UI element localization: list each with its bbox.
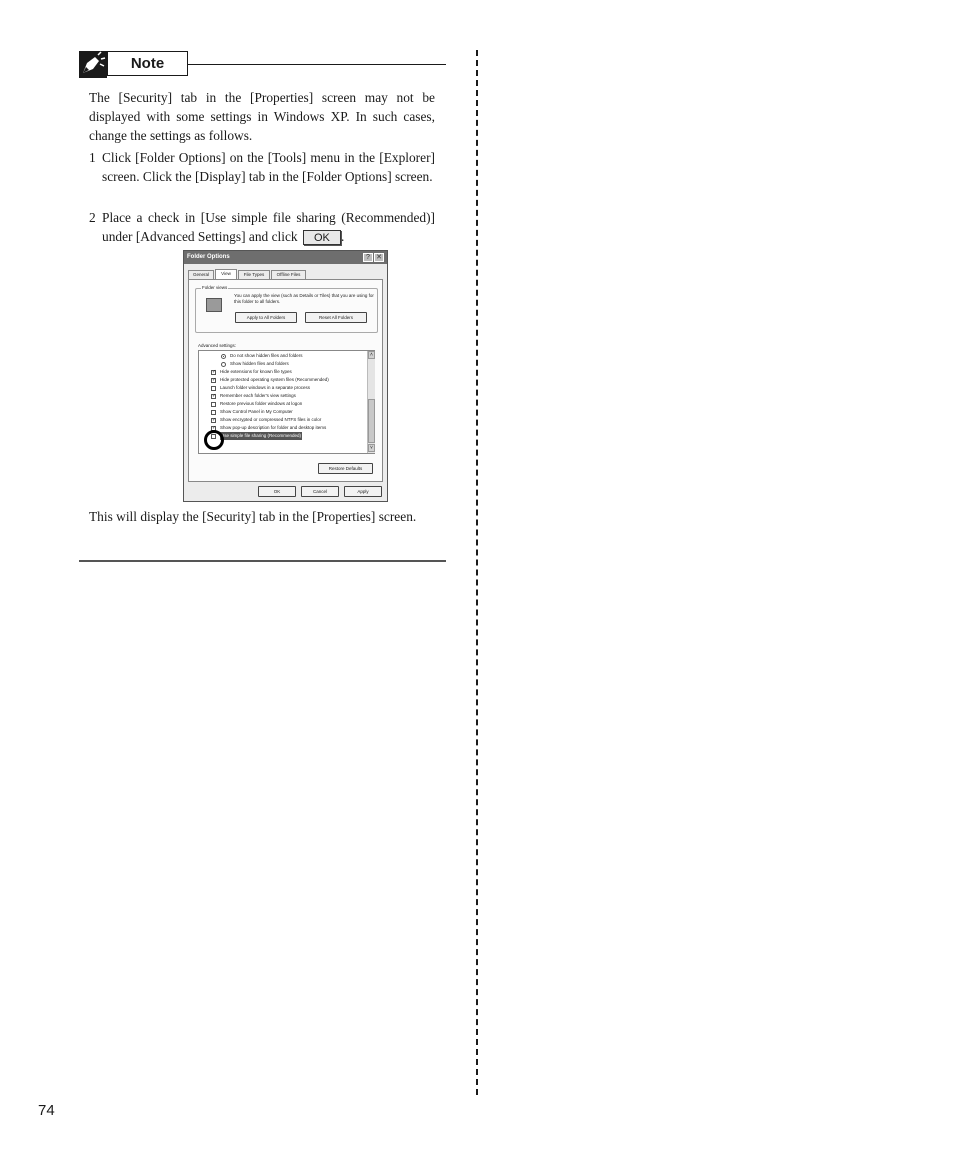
ok-inline-button: OK bbox=[303, 230, 341, 245]
step-text: Click [Folder Options] on the [Tools] menu in the [Explorer] screen. Click the [Display] tab in the [Folder Options] screen. bbox=[102, 150, 435, 184]
step-text-before: Place a check in [Use simple file sharing (Recommended)] under [Advanced Settings] and click bbox=[102, 210, 435, 244]
checkbox-checked[interactable]: ✓ bbox=[212, 392, 217, 399]
step-number: 1 bbox=[89, 150, 96, 165]
folder-views-label: Folder views bbox=[202, 285, 228, 290]
tab-view[interactable]: View bbox=[215, 269, 237, 279]
dialog-title: Folder Options bbox=[184, 251, 387, 264]
checkbox[interactable] bbox=[211, 386, 216, 391]
apply-to-all-folders-button[interactable]: Apply to All Folders bbox=[235, 312, 297, 323]
step-2 bbox=[89, 208, 435, 248]
note-rule bbox=[188, 64, 446, 65]
scroll-thumb[interactable] bbox=[368, 399, 375, 443]
step-number: 2 bbox=[89, 210, 96, 225]
radio-selected[interactable] bbox=[221, 354, 226, 359]
folder-views-description: You can apply the view (such as Details or Tiles) that you are using for this folder to all folders. bbox=[234, 293, 374, 304]
scroll-up-arrow-icon[interactable]: ˄ bbox=[368, 351, 375, 359]
step-1 bbox=[89, 148, 435, 208]
note-bottom-rule bbox=[79, 560, 446, 562]
checkbox-checked[interactable]: ✓ bbox=[212, 368, 217, 375]
advanced-settings-label: Advanced settings: bbox=[198, 343, 237, 348]
folder-options-dialog bbox=[183, 250, 388, 502]
tab-file-types[interactable]: File Types bbox=[238, 270, 270, 279]
apply-button[interactable]: Apply bbox=[344, 486, 382, 497]
settings-scrollbar[interactable] bbox=[367, 351, 375, 453]
step-text bbox=[102, 208, 435, 246]
radio[interactable] bbox=[221, 362, 226, 367]
tab-general[interactable]: General bbox=[188, 270, 214, 279]
tab-offline-files[interactable]: Offline Files bbox=[271, 270, 306, 279]
note-intro: The [Security] tab in the [Properties] screen may not be displayed with some settings in Windows XP. In such cases, change the settings as follows. bbox=[89, 90, 435, 143]
checkbox-checked[interactable]: ✓ bbox=[212, 376, 217, 383]
folder-views-icon bbox=[206, 298, 222, 312]
checkbox-checked[interactable]: ✓ bbox=[212, 424, 217, 431]
page-number: 74 bbox=[38, 1102, 55, 1119]
ok-button[interactable]: OK bbox=[258, 486, 296, 497]
column-divider bbox=[476, 50, 478, 1095]
note-title: Note bbox=[107, 51, 188, 76]
note-result: This will display the [Security] tab in the [Properties] screen. bbox=[89, 509, 417, 524]
note-pencil-icon bbox=[79, 51, 107, 78]
cancel-button[interactable]: Cancel bbox=[301, 486, 339, 497]
step-text-after: . bbox=[340, 229, 345, 244]
checkbox-checked[interactable]: ✓ bbox=[212, 416, 217, 423]
reset-all-folders-button[interactable]: Reset All Folders bbox=[305, 312, 367, 323]
checkbox[interactable] bbox=[211, 410, 216, 415]
scroll-down-arrow-icon[interactable]: ˅ bbox=[368, 444, 375, 452]
note-heading bbox=[79, 51, 446, 79]
advanced-settings-list: Do not show hidden files and folders Show hidden files and folders ✓ Hide extensions for known file types ✓ Hide protected operating system files (Recommended) Launch folder windows in a separate process ✓ Remember each folder's view settings Restore previous folder windows at logon Show Control Panel in My Computer ✓ Show encrypted or compressed NTFS files in color ✓ Show pop-up description for folder and desktop items Use simple file sharing (Recommended) bbox=[198, 350, 375, 454]
highlight-circle bbox=[204, 430, 224, 450]
restore-defaults-button[interactable]: Restore Defaults bbox=[318, 463, 373, 474]
close-button[interactable]: ✕ bbox=[374, 253, 384, 262]
checkbox[interactable] bbox=[211, 402, 216, 407]
help-button[interactable]: ? bbox=[363, 253, 373, 262]
